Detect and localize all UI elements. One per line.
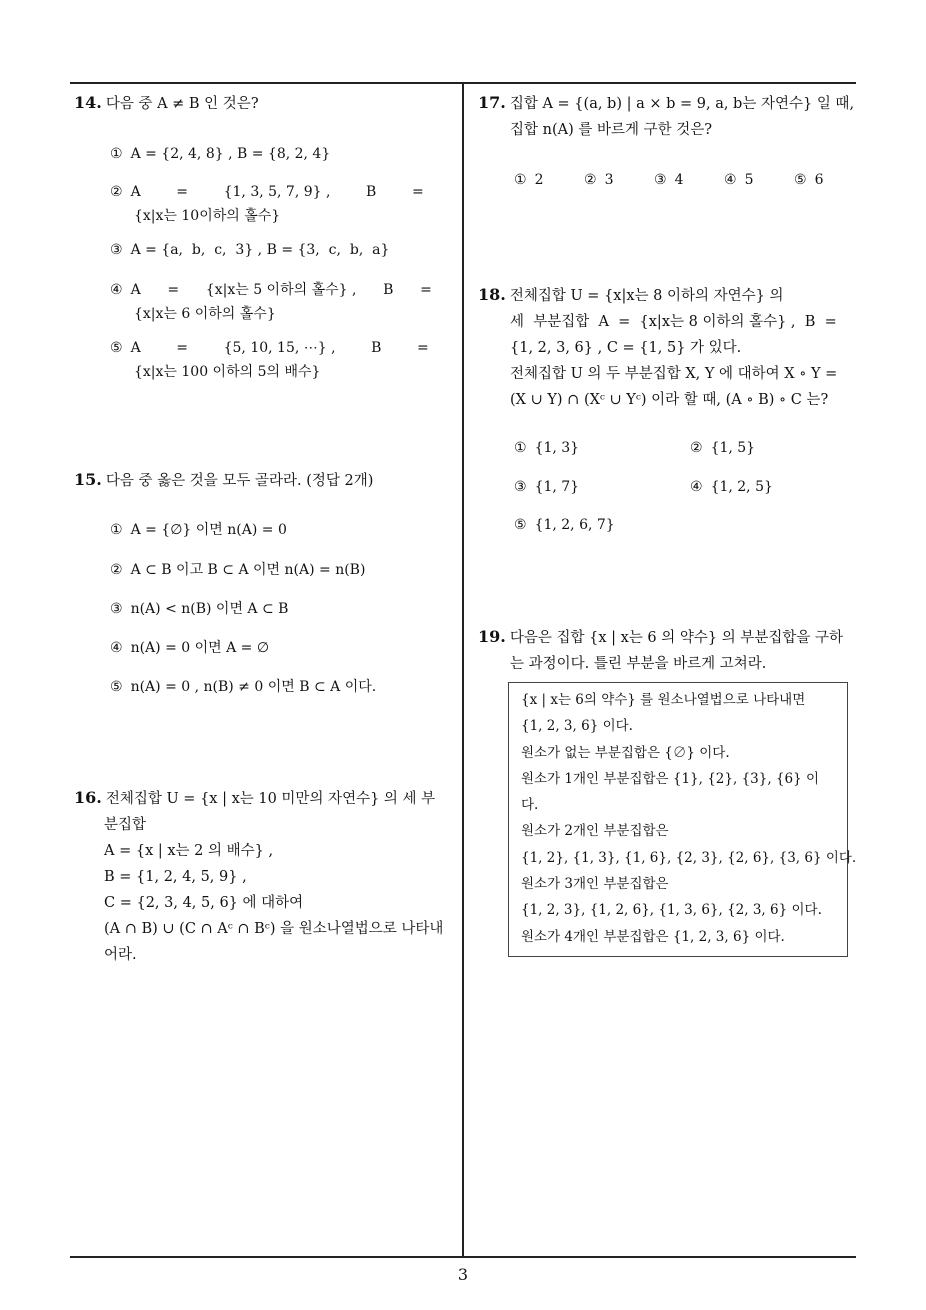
- question-18-line-2: 세 부분집합 A = {x|x는 8 이하의 홀수} , B =: [510, 314, 837, 330]
- question-16-line-4: B = {1, 2, 4, 5, 9} ,: [104, 869, 247, 885]
- q17-option-2[interactable]: [584, 168, 613, 192]
- question-text: 전체집합 U = {x|x는 8 이하의 자연수} 의: [509, 288, 784, 304]
- option-text: A = {a, b, c, 3} , B = {3, c, b, a}: [130, 242, 390, 258]
- q14-option-4[interactable]: [110, 278, 445, 326]
- option-mark: ②: [584, 172, 597, 188]
- question-number: 16.: [74, 788, 102, 807]
- q15-option-2[interactable]: [110, 558, 365, 582]
- question-16-line-1: [74, 785, 459, 812]
- q17-option-4[interactable]: [724, 168, 753, 192]
- option-mark: ①: [514, 440, 527, 456]
- question-18-line-1: [478, 282, 858, 309]
- box-line-9: {1, 2, 3}, {1, 2, 6}, {1, 3, 6}, {2, 3, 6} 이다.: [521, 902, 822, 919]
- question-number: 17.: [478, 93, 506, 112]
- option-text-cont: {x|x는 6 이하의 홀수}: [134, 306, 276, 322]
- option-text: {1, 2, 6, 7}: [534, 517, 615, 533]
- question-17-line-2: 집합 n(A) 를 바르게 구한 것은?: [510, 122, 713, 138]
- option-mark: ④: [110, 640, 123, 656]
- option-text: 2: [534, 172, 544, 188]
- question-16-line-3: A = {x | x는 2 의 배수} ,: [104, 843, 274, 859]
- q14-option-5[interactable]: [110, 336, 445, 384]
- option-mark: ⑤: [110, 340, 123, 356]
- q18-option-2[interactable]: [690, 436, 755, 460]
- question-18-line-5: (X ∪ Y) ∩ (Xᶜ ∪ Yᶜ) 이라 할 때, (A ∘ B) ∘ C 는?: [510, 392, 829, 408]
- q18-option-3[interactable]: [514, 475, 579, 499]
- question-number: 18.: [478, 285, 506, 304]
- option-text: A ⊂ B 이고 B ⊂ A 이면 n(A) = n(B): [130, 562, 366, 578]
- option-mark: ④: [724, 172, 737, 188]
- option-mark: ①: [514, 172, 527, 188]
- question-text: 다음은 집합 {x | x는 6 의 약수} 의 부분집합을 구하: [509, 630, 843, 646]
- option-text: n(A) = 0 , n(B) ≠ 0 이면 B ⊂ A 이다.: [130, 679, 377, 695]
- question-text: 집합 A = {(a, b) | a × b = 9, a, b는 자연수} 일 때,: [509, 96, 855, 112]
- option-mark: ④: [690, 479, 703, 495]
- option-mark: ②: [110, 184, 123, 200]
- q15-option-5[interactable]: [110, 675, 376, 699]
- option-text: 4: [674, 172, 684, 188]
- question-16-line-6: (A ∩ B) ∪ (C ∩ Aᶜ ∩ Bᶜ) 을 원소나열법으로 나타내: [104, 921, 444, 937]
- option-mark: ⑤: [794, 172, 807, 188]
- option-mark: ③: [654, 172, 667, 188]
- q17-option-3[interactable]: [654, 168, 683, 192]
- page-number: 3: [457, 1265, 469, 1284]
- question-18: [478, 282, 858, 413]
- option-mark: ②: [690, 440, 703, 456]
- option-text: n(A) < n(B) 이면 A ⊂ B: [130, 601, 289, 617]
- option-text: A = {1, 3, 5, 7, 9} , B =: [130, 184, 424, 200]
- question-number: 19.: [478, 627, 506, 646]
- option-text: {1, 5}: [710, 440, 756, 456]
- option-text: A = {2, 4, 8} , B = {8, 2, 4}: [130, 146, 331, 162]
- question-17: [478, 90, 858, 143]
- q18-option-5[interactable]: [514, 513, 615, 537]
- q18-option-4[interactable]: [690, 475, 773, 499]
- question-16-line-2: 분집합: [104, 817, 147, 833]
- option-text: {1, 7}: [534, 479, 580, 495]
- option-mark: ④: [110, 282, 123, 298]
- option-text: A = {x|x는 5 이하의 홀수} , B =: [130, 282, 432, 298]
- option-mark: ⑤: [514, 517, 527, 533]
- box-line-7: {1, 2}, {1, 3}, {1, 6}, {2, 3}, {2, 6}, {3, 6} 이다.: [521, 849, 857, 866]
- option-text: 6: [814, 172, 824, 188]
- question-text: 전체집합 U = {x | x는 10 미만의 자연수} 의 세 부: [105, 791, 436, 807]
- box-line-4: 원소가 1개인 부분집합은 {1}, {2}, {3}, {6} 이: [521, 770, 820, 787]
- bottom-rule: [70, 1256, 856, 1258]
- option-text: A = {∅} 이면 n(A) = 0: [130, 522, 287, 538]
- option-mark: ⑤: [110, 679, 123, 695]
- question-14-stem: [74, 90, 259, 117]
- option-text-cont: {x|x는 10이하의 홀수}: [134, 208, 281, 224]
- column-divider: [462, 82, 464, 1257]
- solution-box: [508, 682, 857, 957]
- option-mark: ③: [514, 479, 527, 495]
- question-18-line-3: {1, 2, 3, 6} , C = {1, 5} 가 있다.: [510, 340, 742, 356]
- option-mark: ①: [110, 146, 123, 162]
- q14-option-3[interactable]: [110, 238, 389, 262]
- option-mark: ②: [110, 562, 123, 578]
- option-text: 3: [604, 172, 614, 188]
- question-17-line-1: [478, 90, 858, 117]
- option-text-cont: {x|x는 100 이하의 5의 배수}: [134, 364, 321, 380]
- question-19-line-1: [478, 624, 858, 651]
- question-number: 14.: [74, 93, 102, 112]
- option-text: {1, 2, 5}: [710, 479, 773, 495]
- question-text: 다음 중 옳은 것을 모두 골라라. (정답 2개): [105, 473, 374, 489]
- q15-option-1[interactable]: [110, 518, 287, 542]
- option-text: A = {5, 10, 15, ⋯} , B =: [130, 340, 429, 356]
- option-mark: ①: [110, 522, 123, 538]
- box-line-6: 원소가 2개인 부분집합은: [521, 823, 669, 840]
- question-18-line-4: 전체집합 U 의 두 부분집합 X, Y 에 대하여 X ∘ Y =: [510, 366, 838, 382]
- question-19: [478, 624, 858, 677]
- question-19-line-2: 는 과정이다. 틀린 부분을 바르게 고쳐라.: [510, 656, 767, 672]
- box-line-1: {x | x는 6의 약수} 를 원소나열법으로 나타내면: [521, 692, 806, 708]
- box-line-5: 다.: [521, 797, 539, 814]
- question-16-line-7: 어라.: [104, 947, 137, 963]
- option-text: n(A) = 0 이면 A = ∅: [130, 640, 270, 656]
- q17-option-5[interactable]: [794, 168, 823, 192]
- question-number: 15.: [74, 470, 102, 489]
- q14-option-2[interactable]: [110, 180, 445, 228]
- question-16-line-5: C = {2, 3, 4, 5, 6} 에 대하여: [104, 895, 304, 911]
- q15-option-4[interactable]: [110, 636, 269, 660]
- q17-option-1[interactable]: [514, 168, 543, 192]
- question-16: [74, 785, 459, 968]
- option-mark: ③: [110, 242, 123, 258]
- question-text: 다음 중 A ≠ B 인 것은?: [105, 96, 259, 112]
- option-mark: ③: [110, 601, 123, 617]
- q15-option-3[interactable]: [110, 597, 288, 621]
- box-line-2: {1, 2, 3, 6} 이다.: [521, 718, 633, 735]
- q18-option-1[interactable]: [514, 436, 579, 460]
- box-line-3: 원소가 없는 부분집합은 {∅} 이다.: [521, 744, 730, 761]
- q14-option-1[interactable]: [110, 142, 330, 166]
- question-15-stem: [74, 467, 373, 494]
- option-text: {1, 3}: [534, 440, 580, 456]
- box-line-8: 원소가 3개인 부분집합은: [521, 876, 669, 893]
- option-text: 5: [744, 172, 754, 188]
- box-line-10: 원소가 4개인 부분집합은 {1, 2, 3, 6} 이다.: [521, 928, 785, 945]
